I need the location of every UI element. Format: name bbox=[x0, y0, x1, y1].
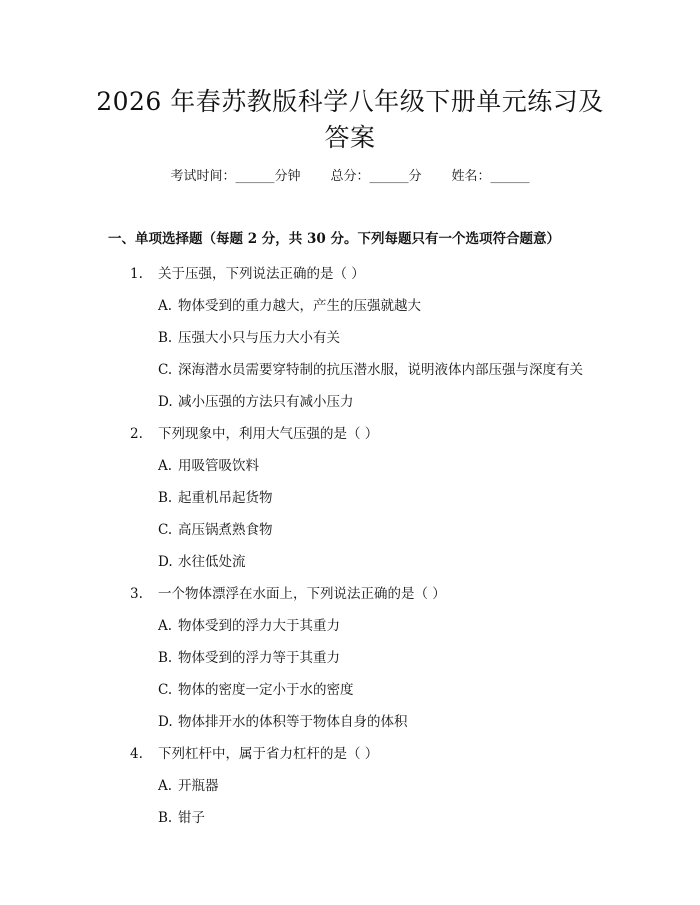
question-number: 1. bbox=[130, 266, 143, 282]
question-text: 下列杠杆中，属于省力杠杆的是（ ） bbox=[158, 746, 379, 762]
option-text: 开瓶器 bbox=[178, 778, 219, 794]
option-text: 水往低处流 bbox=[178, 554, 246, 570]
option-text: 减小压强的方法只有减小压力 bbox=[178, 394, 354, 410]
option-text: 钳子 bbox=[178, 810, 205, 826]
exam-info-row bbox=[0, 166, 700, 188]
question-number: 3. bbox=[130, 586, 143, 602]
option-text: 物体受到的浮力大于其重力 bbox=[178, 618, 340, 634]
option-text: 深海潜水员需要穿特制的抗压潜水服，说明液体内部压强与深度有关 bbox=[178, 362, 583, 378]
question-stem bbox=[130, 263, 365, 285]
option-letter: C. bbox=[158, 522, 173, 538]
answer-option bbox=[158, 551, 246, 573]
question-number: 2. bbox=[130, 426, 143, 442]
section-heading: 一、单项选择题（每题 2 分，共 30 分。下列每题只有一个选项符合题意） bbox=[108, 231, 560, 247]
option-letter: A. bbox=[158, 618, 173, 634]
answer-option bbox=[158, 455, 259, 477]
answer-option bbox=[158, 775, 219, 797]
option-letter: A. bbox=[158, 778, 173, 794]
question-text: 一个物体漂浮在水面上，下列说法正确的是（ ） bbox=[158, 586, 446, 602]
answer-option bbox=[158, 295, 421, 317]
question-stem bbox=[130, 423, 378, 445]
answer-option bbox=[158, 359, 583, 381]
option-text: 起重机吊起货物 bbox=[178, 490, 273, 506]
option-letter: D. bbox=[158, 394, 173, 410]
option-text: 物体排开水的体积等于物体自身的体积 bbox=[178, 714, 408, 730]
name-field: 姓名：______ bbox=[451, 169, 530, 184]
question-stem bbox=[130, 583, 446, 605]
option-letter: D. bbox=[158, 554, 173, 570]
answer-option bbox=[158, 487, 273, 509]
answer-option bbox=[158, 807, 205, 829]
document-title-line-1: 2026 年春苏教版科学八年级下册单元练习及 bbox=[96, 87, 604, 116]
answer-option bbox=[158, 711, 408, 733]
option-letter: B. bbox=[158, 810, 173, 826]
answer-option bbox=[158, 679, 354, 701]
option-letter: B. bbox=[158, 490, 173, 506]
option-text: 用吸管吸饮料 bbox=[178, 458, 259, 474]
option-letter: A. bbox=[158, 458, 173, 474]
option-letter: C. bbox=[158, 362, 173, 378]
answer-option bbox=[158, 391, 354, 413]
total-score-field: 总分：______分 bbox=[330, 169, 422, 184]
question-text: 关于压强，下列说法正确的是（ ） bbox=[158, 266, 365, 282]
answer-option bbox=[158, 519, 273, 541]
option-letter: C. bbox=[158, 682, 173, 698]
option-text: 物体受到的浮力等于其重力 bbox=[178, 650, 340, 666]
question-text: 下列现象中，利用大气压强的是（ ） bbox=[158, 426, 379, 442]
option-letter: B. bbox=[158, 330, 173, 346]
option-text: 压强大小只与压力大小有关 bbox=[178, 330, 340, 346]
question-stem bbox=[130, 743, 378, 765]
option-text: 高压锅煮熟食物 bbox=[178, 522, 273, 538]
option-text: 物体的密度一定小于水的密度 bbox=[178, 682, 354, 698]
option-letter: A. bbox=[158, 298, 173, 314]
answer-option bbox=[158, 327, 340, 349]
question-number: 4. bbox=[130, 746, 143, 762]
option-letter: D. bbox=[158, 714, 173, 730]
answer-option bbox=[158, 647, 340, 669]
document-title-line-2: 答案 bbox=[324, 123, 376, 152]
exam-time-field: 考试时间：______分钟 bbox=[170, 169, 301, 184]
option-letter: B. bbox=[158, 650, 173, 666]
answer-option bbox=[158, 615, 340, 637]
option-text: 物体受到的重力越大，产生的压强就越大 bbox=[178, 298, 421, 314]
